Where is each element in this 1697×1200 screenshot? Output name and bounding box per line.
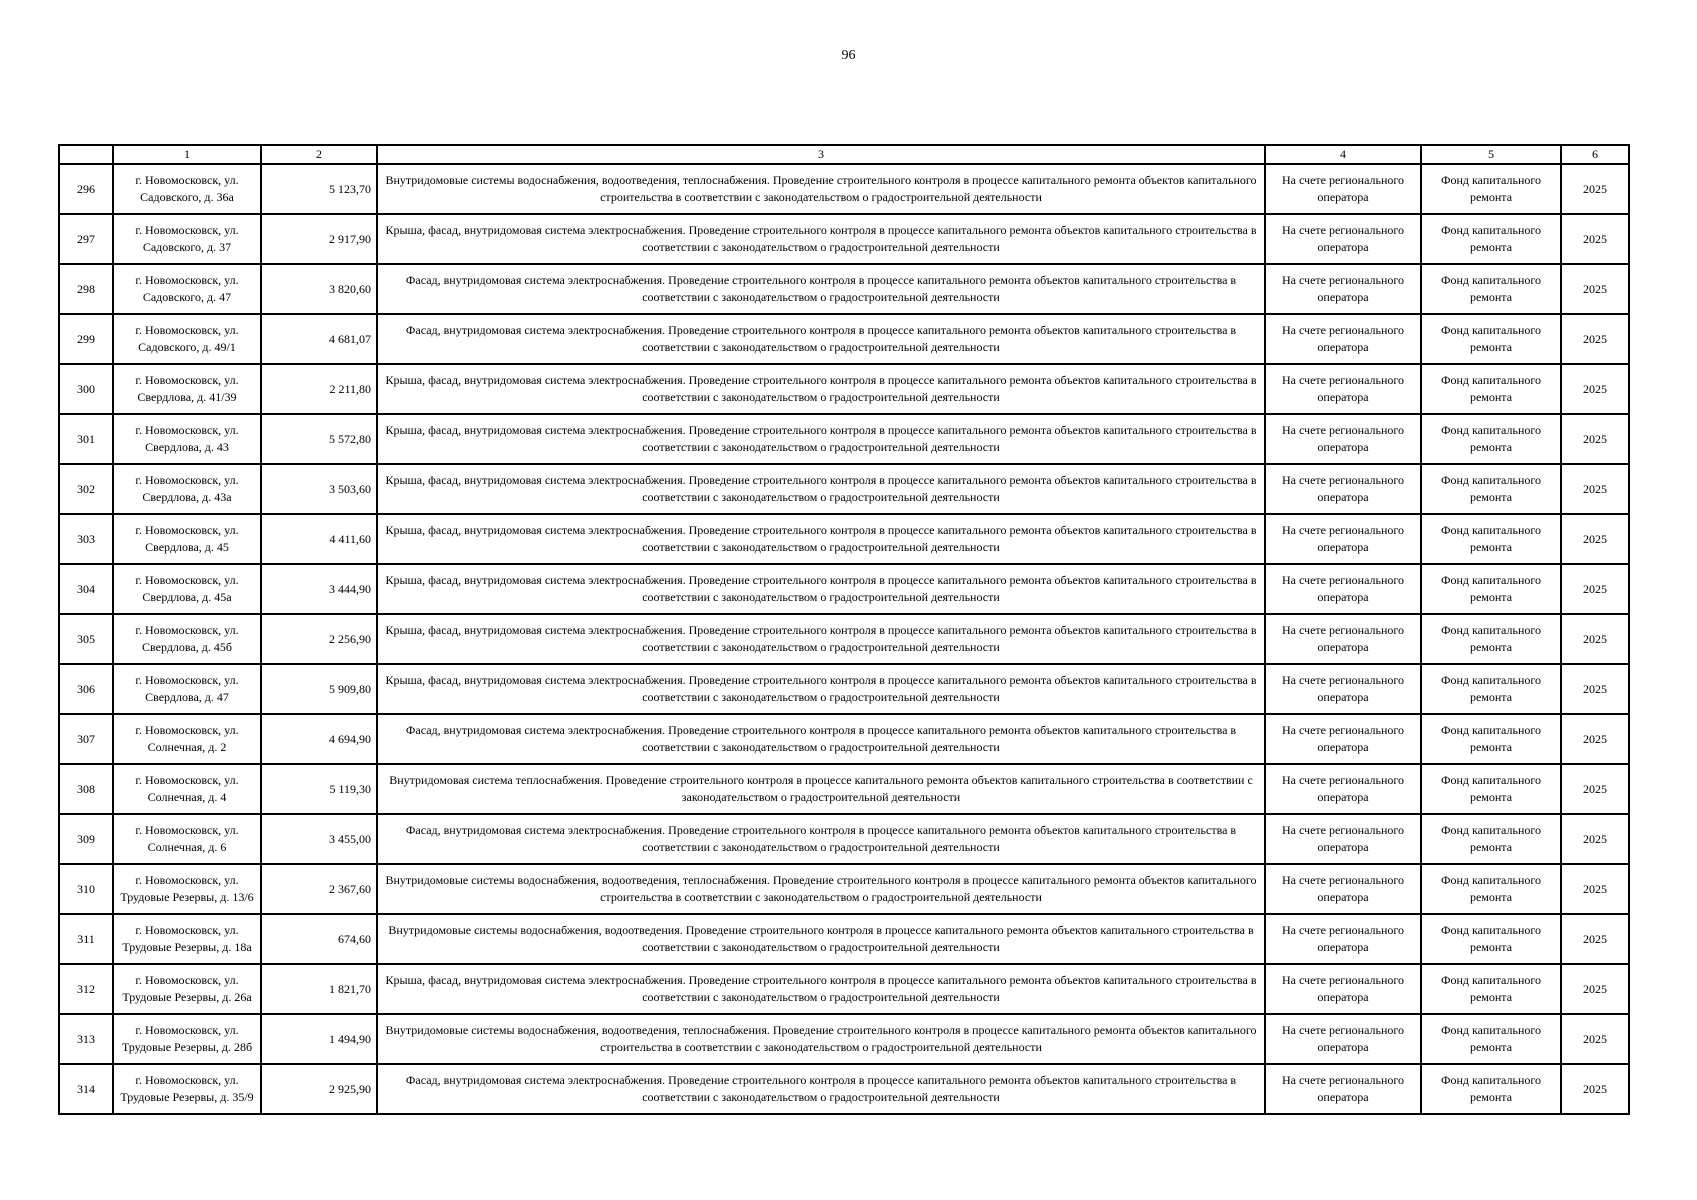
account-cell: На счете регионального оператора — [1265, 164, 1421, 214]
account-cell: На счете регионального оператора — [1265, 264, 1421, 314]
area-cell: 3 503,60 — [261, 464, 377, 514]
table-row — [59, 964, 1629, 1014]
table-row — [59, 664, 1629, 714]
area-cell: 5 909,80 — [261, 664, 377, 714]
year-cell: 2025 — [1561, 564, 1629, 614]
year-cell: 2025 — [1561, 364, 1629, 414]
year-cell: 2025 — [1561, 814, 1629, 864]
fund-cell: Фонд капитального ремонта — [1421, 364, 1561, 414]
column-header: 2 — [261, 145, 377, 164]
year-cell: 2025 — [1561, 764, 1629, 814]
fund-cell: Фонд капитального ремонта — [1421, 614, 1561, 664]
row-number-cell: 307 — [59, 714, 113, 764]
area-cell: 5 123,70 — [261, 164, 377, 214]
year-cell: 2025 — [1561, 914, 1629, 964]
account-cell: На счете регионального оператора — [1265, 1064, 1421, 1114]
table-row — [59, 614, 1629, 664]
row-number-cell: 313 — [59, 1014, 113, 1064]
table-row — [59, 264, 1629, 314]
table-row — [59, 1064, 1629, 1114]
row-number-cell: 299 — [59, 314, 113, 364]
account-cell: На счете регионального оператора — [1265, 714, 1421, 764]
account-cell: На счете регионального оператора — [1265, 414, 1421, 464]
table-row — [59, 364, 1629, 414]
year-cell: 2025 — [1561, 314, 1629, 364]
account-cell: На счете регионального оператора — [1265, 314, 1421, 364]
account-cell: На счете регионального оператора — [1265, 514, 1421, 564]
table-row — [59, 1014, 1629, 1064]
area-cell: 4 411,60 — [261, 514, 377, 564]
address-cell: г. Новомосковск, ул. Свердлова, д. 41/39 — [113, 364, 261, 414]
row-number-cell: 312 — [59, 964, 113, 1014]
account-cell: На счете регионального оператора — [1265, 214, 1421, 264]
fund-cell: Фонд капитального ремонта — [1421, 1014, 1561, 1064]
address-cell: г. Новомосковск, ул. Садовского, д. 47 — [113, 264, 261, 314]
column-header: 1 — [113, 145, 261, 164]
work-description-cell: Внутридомовые системы водоснабжения, водоотведения. Проведение строительного контроля в процессе капитального ремонта объектов капитального строительства в соответствии с законодательством о градостроительной деятельности — [377, 914, 1265, 964]
year-cell: 2025 — [1561, 864, 1629, 914]
row-number-cell: 300 — [59, 364, 113, 414]
header-row — [59, 145, 1629, 164]
fund-cell: Фонд капитального ремонта — [1421, 264, 1561, 314]
work-description-cell: Внутридомовые системы водоснабжения, водоотведения, теплоснабжения. Проведение строительного контроля в процессе капитального ремонта объектов капитального строительства в соответствии с законодательством о градостроительной деятельности — [377, 864, 1265, 914]
account-cell: На счете регионального оператора — [1265, 764, 1421, 814]
column-header: 5 — [1421, 145, 1561, 164]
repair-table — [58, 144, 1630, 1115]
address-cell: г. Новомосковск, ул. Садовского, д. 36а — [113, 164, 261, 214]
work-description-cell: Крыша, фасад, внутридомовая система электроснабжения. Проведение строительного контроля в процессе капитального ремонта объектов капитального строительства в соответствии с законодательством о градостроительной деятельности — [377, 614, 1265, 664]
area-cell: 1 494,90 — [261, 1014, 377, 1064]
fund-cell: Фонд капитального ремонта — [1421, 564, 1561, 614]
account-cell: На счете регионального оператора — [1265, 614, 1421, 664]
work-description-cell: Фасад, внутридомовая система электроснабжения. Проведение строительного контроля в процессе капитального ремонта объектов капитального строительства в соответствии с законодательством о градостроительной деятельности — [377, 314, 1265, 364]
fund-cell: Фонд капитального ремонта — [1421, 1064, 1561, 1114]
area-cell: 5 572,80 — [261, 414, 377, 464]
column-header: 6 — [1561, 145, 1629, 164]
column-header: 3 — [377, 145, 1265, 164]
table-body — [59, 164, 1629, 1114]
account-cell: На счете регионального оператора — [1265, 864, 1421, 914]
address-cell: г. Новомосковск, ул. Трудовые Резервы, д. 13/6 — [113, 864, 261, 914]
column-header — [59, 145, 113, 164]
row-number-cell: 304 — [59, 564, 113, 614]
year-cell: 2025 — [1561, 614, 1629, 664]
year-cell: 2025 — [1561, 214, 1629, 264]
work-description-cell: Крыша, фасад, внутридомовая система электроснабжения. Проведение строительного контроля в процессе капитального ремонта объектов капитального строительства в соответствии с законодательством о градостроительной деятельности — [377, 364, 1265, 414]
work-description-cell: Крыша, фасад, внутридомовая система электроснабжения. Проведение строительного контроля в процессе капитального ремонта объектов капитального строительства в соответствии с законодательством о градостроительной деятельности — [377, 964, 1265, 1014]
row-number-cell: 311 — [59, 914, 113, 964]
address-cell: г. Новомосковск, ул. Солнечная, д. 2 — [113, 714, 261, 764]
address-cell: г. Новомосковск, ул. Свердлова, д. 43 — [113, 414, 261, 464]
address-cell: г. Новомосковск, ул. Свердлова, д. 45а — [113, 564, 261, 614]
year-cell: 2025 — [1561, 264, 1629, 314]
table-row — [59, 814, 1629, 864]
account-cell: На счете регионального оператора — [1265, 464, 1421, 514]
address-cell: г. Новомосковск, ул. Трудовые Резервы, д. 35/9 — [113, 1064, 261, 1114]
area-cell: 3 820,60 — [261, 264, 377, 314]
table-row — [59, 564, 1629, 614]
address-cell: г. Новомосковск, ул. Садовского, д. 37 — [113, 214, 261, 264]
year-cell: 2025 — [1561, 664, 1629, 714]
address-cell: г. Новомосковск, ул. Свердлова, д. 45 — [113, 514, 261, 564]
area-cell: 3 444,90 — [261, 564, 377, 614]
work-description-cell: Фасад, внутридомовая система электроснабжения. Проведение строительного контроля в процессе капитального ремонта объектов капитального строительства в соответствии с законодательством о градостроительной деятельности — [377, 1064, 1265, 1114]
account-cell: На счете регионального оператора — [1265, 964, 1421, 1014]
area-cell: 1 821,70 — [261, 964, 377, 1014]
work-description-cell: Фасад, внутридомовая система электроснабжения. Проведение строительного контроля в процессе капитального ремонта объектов капитального строительства в соответствии с законодательством о градостроительной деятельности — [377, 264, 1265, 314]
table-row — [59, 164, 1629, 214]
row-number-cell: 314 — [59, 1064, 113, 1114]
year-cell: 2025 — [1561, 1064, 1629, 1114]
area-cell: 2 211,80 — [261, 364, 377, 414]
fund-cell: Фонд капитального ремонта — [1421, 664, 1561, 714]
work-description-cell: Крыша, фасад, внутридомовая система электроснабжения. Проведение строительного контроля в процессе капитального ремонта объектов капитального строительства в соответствии с законодательством о градостроительной деятельности — [377, 414, 1265, 464]
row-number-cell: 305 — [59, 614, 113, 664]
address-cell: г. Новомосковск, ул. Трудовые Резервы, д. 18а — [113, 914, 261, 964]
year-cell: 2025 — [1561, 164, 1629, 214]
area-cell: 2 256,90 — [261, 614, 377, 664]
area-cell: 4 694,90 — [261, 714, 377, 764]
column-header: 4 — [1265, 145, 1421, 164]
fund-cell: Фонд капитального ремонта — [1421, 514, 1561, 564]
row-number-cell: 303 — [59, 514, 113, 564]
fund-cell: Фонд капитального ремонта — [1421, 864, 1561, 914]
fund-cell: Фонд капитального ремонта — [1421, 714, 1561, 764]
area-cell: 674,60 — [261, 914, 377, 964]
address-cell: г. Новомосковск, ул. Свердлова, д. 43а — [113, 464, 261, 514]
area-cell: 4 681,07 — [261, 314, 377, 364]
table-row — [59, 514, 1629, 564]
row-number-cell: 298 — [59, 264, 113, 314]
table-row — [59, 314, 1629, 364]
work-description-cell: Внутридомовые системы водоснабжения, водоотведения, теплоснабжения. Проведение строительного контроля в процессе капитального ремонта объектов капитального строительства в соответствии с законодательством о градостроительной деятельности — [377, 1014, 1265, 1064]
address-cell: г. Новомосковск, ул. Свердлова, д. 45б — [113, 614, 261, 664]
table-row — [59, 714, 1629, 764]
area-cell: 3 455,00 — [261, 814, 377, 864]
row-number-cell: 301 — [59, 414, 113, 464]
row-number-cell: 308 — [59, 764, 113, 814]
page-number: 96 — [841, 48, 856, 63]
fund-cell: Фонд капитального ремонта — [1421, 314, 1561, 364]
fund-cell: Фонд капитального ремонта — [1421, 814, 1561, 864]
fund-cell: Фонд капитального ремонта — [1421, 164, 1561, 214]
area-cell: 2 917,90 — [261, 214, 377, 264]
account-cell: На счете регионального оператора — [1265, 814, 1421, 864]
address-cell: г. Новомосковск, ул. Солнечная, д. 4 — [113, 764, 261, 814]
work-description-cell: Внутридомовые системы водоснабжения, водоотведения, теплоснабжения. Проведение строительного контроля в процессе капитального ремонта объектов капитального строительства в соответствии с законодательством о градостроительной деятельности — [377, 164, 1265, 214]
year-cell: 2025 — [1561, 964, 1629, 1014]
fund-cell: Фонд капитального ремонта — [1421, 914, 1561, 964]
work-description-cell: Крыша, фасад, внутридомовая система электроснабжения. Проведение строительного контроля в процессе капитального ремонта объектов капитального строительства в соответствии с законодательством о градостроительной деятельности — [377, 514, 1265, 564]
table-row — [59, 414, 1629, 464]
work-description-cell: Крыша, фасад, внутридомовая система электроснабжения. Проведение строительного контроля в процессе капитального ремонта объектов капитального строительства в соответствии с законодательством о градостроительной деятельности — [377, 664, 1265, 714]
row-number-cell: 297 — [59, 214, 113, 264]
fund-cell: Фонд капитального ремонта — [1421, 414, 1561, 464]
row-number-cell: 306 — [59, 664, 113, 714]
row-number-cell: 296 — [59, 164, 113, 214]
year-cell: 2025 — [1561, 414, 1629, 464]
row-number-cell: 310 — [59, 864, 113, 914]
area-cell: 2 925,90 — [261, 1064, 377, 1114]
row-number-cell: 302 — [59, 464, 113, 514]
account-cell: На счете регионального оператора — [1265, 564, 1421, 614]
account-cell: На счете регионального оператора — [1265, 364, 1421, 414]
address-cell: г. Новомосковск, ул. Свердлова, д. 47 — [113, 664, 261, 714]
address-cell: г. Новомосковск, ул. Трудовые Резервы, д. 26а — [113, 964, 261, 1014]
address-cell: г. Новомосковск, ул. Трудовые Резервы, д. 28б — [113, 1014, 261, 1064]
address-cell: г. Новомосковск, ул. Солнечная, д. 6 — [113, 814, 261, 864]
work-description-cell: Крыша, фасад, внутридомовая система электроснабжения. Проведение строительного контроля в процессе капитального ремонта объектов капитального строительства в соответствии с законодательством о градостроительной деятельности — [377, 214, 1265, 264]
table-row — [59, 464, 1629, 514]
account-cell: На счете регионального оператора — [1265, 664, 1421, 714]
year-cell: 2025 — [1561, 1014, 1629, 1064]
row-number-cell: 309 — [59, 814, 113, 864]
work-description-cell: Внутридомовая система теплоснабжения. Проведение строительного контроля в процессе капитального ремонта объектов капитального строительства в соответствии с законодательством о градостроительной деятельности — [377, 764, 1265, 814]
table-row — [59, 214, 1629, 264]
work-description-cell: Фасад, внутридомовая система электроснабжения. Проведение строительного контроля в процессе капитального ремонта объектов капитального строительства в соответствии с законодательством о градостроительной деятельности — [377, 714, 1265, 764]
year-cell: 2025 — [1561, 714, 1629, 764]
table-row — [59, 864, 1629, 914]
table-row — [59, 764, 1629, 814]
work-description-cell: Фасад, внутридомовая система электроснабжения. Проведение строительного контроля в процессе капитального ремонта объектов капитального строительства в соответствии с законодательством о градостроительной деятельности — [377, 814, 1265, 864]
area-cell: 2 367,60 — [261, 864, 377, 914]
work-description-cell: Крыша, фасад, внутридомовая система электроснабжения. Проведение строительного контроля в процессе капитального ремонта объектов капитального строительства в соответствии с законодательством о градостроительной деятельности — [377, 564, 1265, 614]
year-cell: 2025 — [1561, 514, 1629, 564]
area-cell: 5 119,30 — [261, 764, 377, 814]
fund-cell: Фонд капитального ремонта — [1421, 964, 1561, 1014]
work-description-cell: Крыша, фасад, внутридомовая система электроснабжения. Проведение строительного контроля в процессе капитального ремонта объектов капитального строительства в соответствии с законодательством о градостроительной деятельности — [377, 464, 1265, 514]
table-row — [59, 914, 1629, 964]
fund-cell: Фонд капитального ремонта — [1421, 764, 1561, 814]
fund-cell: Фонд капитального ремонта — [1421, 214, 1561, 264]
year-cell: 2025 — [1561, 464, 1629, 514]
fund-cell: Фонд капитального ремонта — [1421, 464, 1561, 514]
account-cell: На счете регионального оператора — [1265, 914, 1421, 964]
address-cell: г. Новомосковск, ул. Садовского, д. 49/1 — [113, 314, 261, 364]
account-cell: На счете регионального оператора — [1265, 1014, 1421, 1064]
